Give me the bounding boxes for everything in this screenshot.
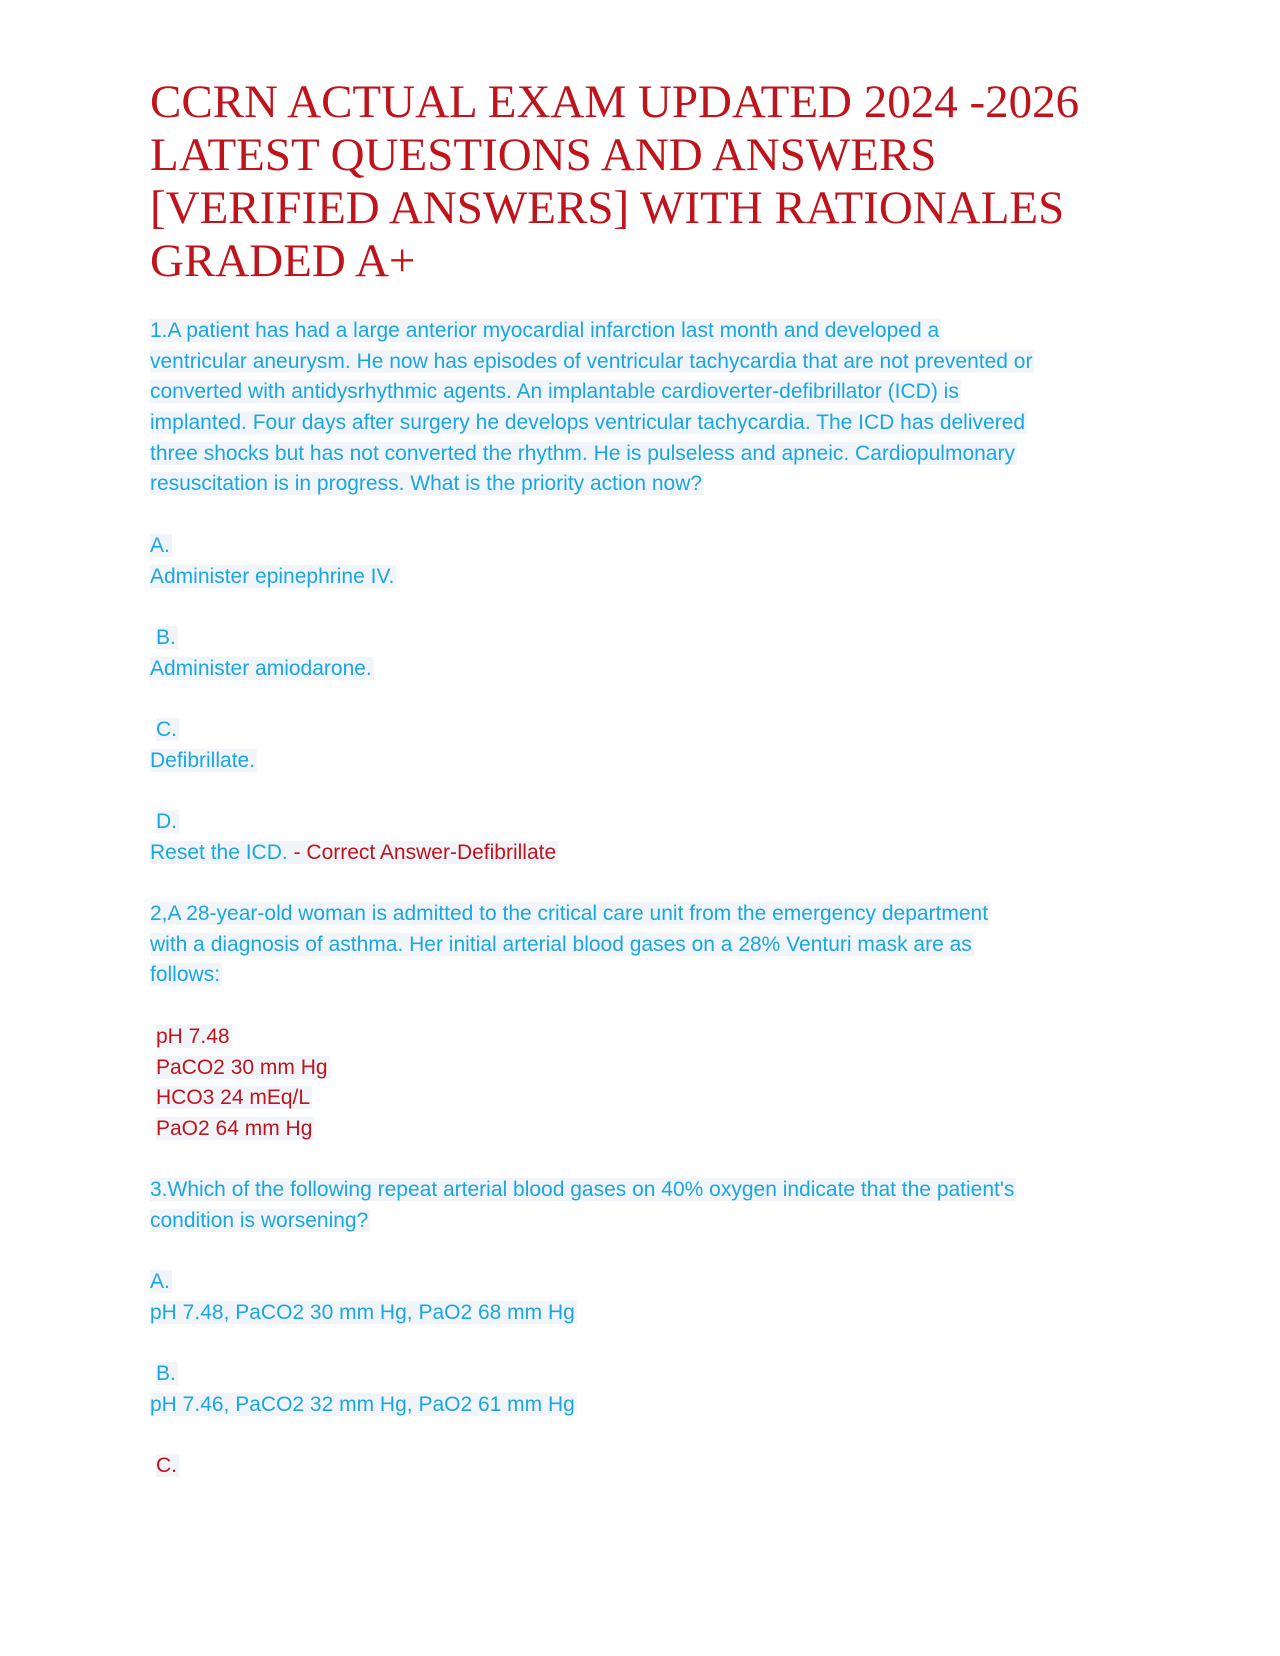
lab-value: PaCO2 30 mm Hg (156, 1055, 328, 1079)
title-line: [VERIFIED ANSWERS] WITH RATIONALES (150, 182, 1065, 234)
question-3 (150, 1175, 1150, 1482)
option-letter: B. (156, 1362, 176, 1386)
question-stem-line: follows: (150, 963, 221, 987)
question-stem-line: with a diagnosis of asthma. Her initial arterial blood gases on a 28% Venturi mask are as (150, 932, 972, 956)
option-letter: B. (156, 625, 176, 649)
lab-value: PaO2 64 mm Hg (156, 1116, 313, 1140)
title-line: LATEST QUESTIONS AND ANSWERS (150, 129, 937, 181)
question-stem-line: resuscitation is in progress. What is the priority action now? (150, 472, 703, 496)
option-text: Administer epinephrine IV. (150, 564, 395, 588)
question-stem-line: 3.Which of the following repeat arterial blood gases on 40% oxygen indicate that the patient's (150, 1178, 1015, 1202)
question-stem-line: implanted. Four days after surgery he develops ventricular tachycardia. The ICD has delivered (150, 411, 1026, 435)
question-stem-line: 1.A patient has had a large anterior myocardial infarction last month and developed a (150, 319, 940, 342)
document-body (150, 316, 1150, 1482)
option-text: Defibrillate. (150, 748, 256, 772)
document-title (150, 76, 1150, 288)
option-letter: A. (150, 1270, 170, 1294)
option-letter: C. (156, 717, 177, 741)
option-letter: A. (150, 533, 170, 557)
question-stem-line: converted with antidysrhythmic agents. An implantable cardioverter-defibrillator (ICD) is (150, 380, 959, 404)
question-2 (150, 899, 1150, 1175)
option-text: pH 7.48, PaCO2 30 mm Hg, PaO2 68 mm Hg (150, 1301, 575, 1324)
lab-value: HCO3 24 mEq/L (156, 1086, 311, 1110)
question-stem-line: condition is worsening? (150, 1208, 369, 1232)
question-stem-line: ventricular aneurysm. He now has episodes of ventricular tachycardia that are not prevented or (150, 349, 1033, 373)
question-stem-line: three shocks but has not converted the rhythm. He is pulseless and apneic. Cardiopulmonary (150, 441, 1015, 465)
option-letter: D. (156, 810, 177, 833)
option-text: Reset the ICD. (150, 840, 288, 864)
question-stem-line: 2,A 28-year-old woman is admitted to the critical care unit from the emergency department (150, 902, 989, 926)
title-line: GRADED A+ (150, 235, 416, 287)
option-text: pH 7.46, PaCO2 32 mm Hg, PaO2 61 mm Hg (150, 1393, 575, 1417)
correct-answer: - Correct Answer-Defibrillate (293, 840, 557, 864)
option-text: Administer amiodarone. (150, 656, 372, 680)
option-letter: C. (156, 1454, 177, 1478)
question-1 (150, 316, 1150, 899)
lab-value: pH 7.48 (156, 1024, 230, 1048)
title-line: CCRN ACTUAL EXAM UPDATED 2024 -2026 (150, 76, 1080, 128)
